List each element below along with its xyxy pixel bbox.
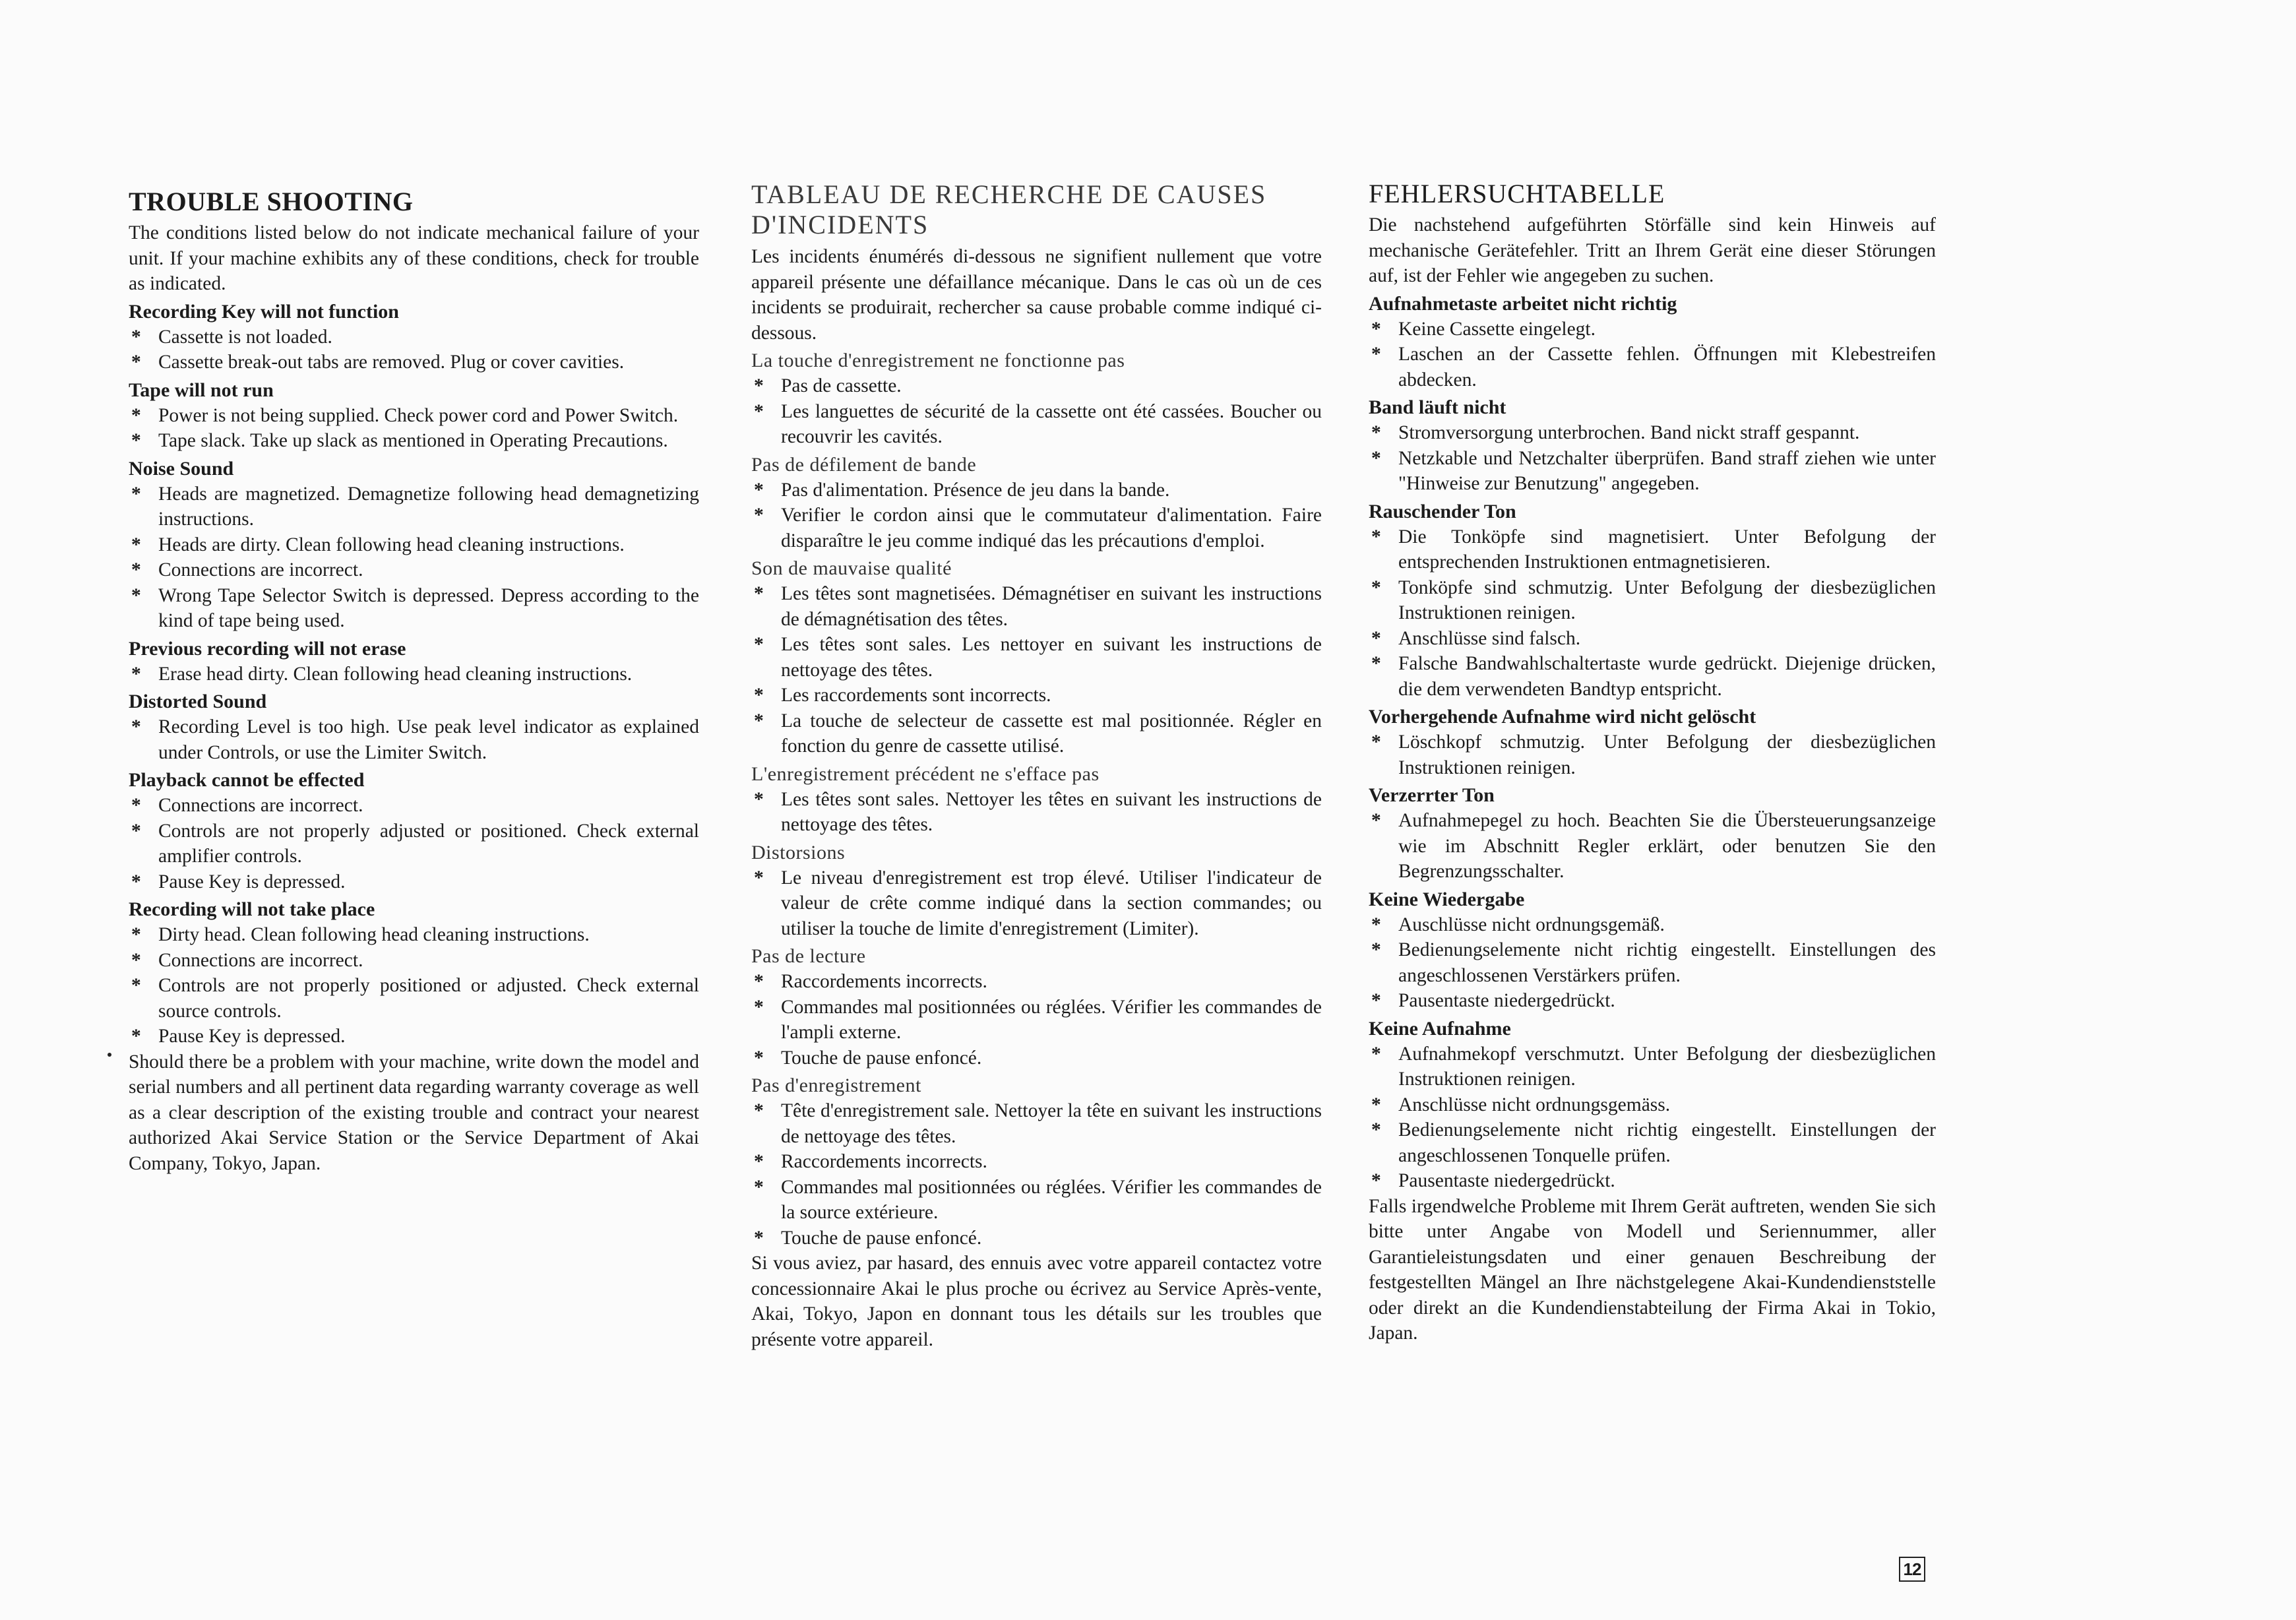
list-item <box>129 1024 699 1049</box>
list-item-text: Commandes mal positionnées ou réglées. Vérifier les commandes de la source extérieure. <box>781 1176 1322 1223</box>
bullet-asterisk-icon: * <box>754 996 764 1018</box>
bullet-asterisk-icon: * <box>1371 990 1381 1011</box>
list-item-text: Power is not being supplied. Check power cord and Power Switch. <box>158 404 679 426</box>
list-item-text: Connections are incorrect. <box>158 949 363 971</box>
list-item <box>751 581 1322 632</box>
intro-paragraph: The conditions listed below do not indicate mechanical failure of your unit. If your machine exhibits any of these conditions, check for trouble as indicated. <box>129 222 699 294</box>
list-item <box>751 969 1322 995</box>
bullet-asterisk-icon: * <box>131 534 141 555</box>
bullet-asterisk-icon: * <box>131 975 141 996</box>
page-number: 12 <box>1899 1557 1925 1582</box>
bullet-asterisk-icon: * <box>131 795 141 816</box>
section-heading: Recording Key will not function <box>129 300 399 323</box>
list-item-text: Aufnahmekopf verschmutzt. Unter Befolgung der diesbezüglichen Instruktionen reinigen. <box>1398 1043 1936 1090</box>
list-item <box>129 819 699 869</box>
bullet-asterisk-icon: * <box>131 949 141 971</box>
list-item-text: Pause Key is depressed. <box>158 871 346 892</box>
list-item <box>129 532 699 558</box>
list-item <box>129 973 699 1024</box>
list-item-text: Raccordements incorrects. <box>781 971 987 992</box>
list-item <box>129 948 699 974</box>
list-item-text: Die Tonköpfe sind magnetisiert. Unter Befolgung der entsprechenden Instruktionen entmagnetisieren. <box>1398 526 1936 573</box>
section-item-list <box>751 865 1322 942</box>
list-item <box>129 428 699 454</box>
list-item-text: Controls are not properly adjusted or positioned. Check external amplifier controls. <box>158 820 699 867</box>
list-item-text: Falsche Bandwahlschaltertaste wurde gedrückt. Diejenige drücken, die dem verwendeten Bandtyp entspricht. <box>1398 653 1936 700</box>
bullet-asterisk-icon: * <box>1371 318 1381 340</box>
bullet-asterisk-icon: * <box>1371 627 1381 649</box>
section-item-list <box>751 969 1322 1071</box>
list-item-text: Verifier le cordon ainsi que le commutateur d'alimentation. Faire disparaître le jeu comme indiqué das les précautions d'emploi. <box>781 505 1322 551</box>
bullet-asterisk-icon: * <box>131 663 141 685</box>
list-item <box>1369 1092 1936 1118</box>
section-heading: Distorted Sound <box>129 691 267 712</box>
bullet-asterisk-icon: * <box>1371 447 1381 469</box>
bullet-asterisk-icon: * <box>1371 732 1381 753</box>
section-heading: La touche d'enregistrement ne fonctionne pas <box>751 350 1125 371</box>
section-heading: Noise Sound <box>129 457 234 480</box>
bullet-asterisk-icon: * <box>754 634 764 655</box>
bullet-asterisk-icon: * <box>131 1026 141 1047</box>
bullet-asterisk-icon: * <box>754 685 764 706</box>
section-item-list <box>751 373 1322 450</box>
list-item-text: Le niveau d'enregistrement est trop élevé. Utiliser l'indicateur de valeur de crête comme indiqué dans la section commandes; ou utiliser la touche de limite d'enregistrement (Limiter). <box>781 867 1322 939</box>
section-item-list <box>1369 808 1936 885</box>
list-item <box>751 708 1322 759</box>
list-item <box>751 1149 1322 1175</box>
trouble-sections <box>751 348 1322 1251</box>
trouble-sections <box>1369 292 1936 1194</box>
section-heading: L'enregistrement précédent ne s'efface pas <box>751 763 1100 785</box>
bullet-asterisk-icon: * <box>754 583 764 604</box>
list-item <box>1369 446 1936 497</box>
list-item-text: Recording Level is too high. Use peak level indicator as explained under Controls, or use the Limiter Switch. <box>158 716 699 763</box>
section-heading: Keine Wiedergabe <box>1369 888 1525 910</box>
bullet-asterisk-icon: * <box>754 479 764 501</box>
bullet-asterisk-icon: * <box>1371 1094 1381 1115</box>
section-item-list <box>129 922 699 1049</box>
list-item-text: Cassette is not loaded. <box>158 326 332 348</box>
list-item-text: Keine Cassette eingelegt. <box>1398 318 1596 340</box>
section-item-list <box>129 793 699 894</box>
list-item-text: Heads are dirty. Clean following head cleaning instructions. <box>158 534 625 555</box>
list-item <box>751 865 1322 942</box>
list-item <box>751 632 1322 683</box>
section-item-list <box>129 482 699 634</box>
section-item-list <box>1369 912 1936 1014</box>
section-heading: Playback cannot be effected <box>129 769 365 791</box>
list-item <box>129 793 699 819</box>
section-item-list <box>1369 317 1936 393</box>
bullet-asterisk-icon: * <box>131 326 141 348</box>
bullet-asterisk-icon: * <box>131 820 141 842</box>
list-item <box>129 583 699 634</box>
section-heading: Rauschender Ton <box>1369 500 1516 522</box>
bullet-asterisk-icon: * <box>131 483 141 505</box>
list-item <box>129 869 699 895</box>
bullet-asterisk-icon: * <box>131 404 141 426</box>
section-item-list <box>751 478 1322 554</box>
section-heading: Band läuft nicht <box>1369 396 1506 418</box>
bullet-asterisk-icon: * <box>131 716 141 737</box>
section-heading: Distorsions <box>751 841 846 863</box>
section-heading: Previous recording will not erase <box>129 637 406 660</box>
list-item-text: Tonköpfe sind schmutzig. Unter Befolgung der diesbezüglichen Instruktionen reinigen. <box>1398 576 1936 623</box>
list-item-text: Tape slack. Take up slack as mentioned in Operating Precautions. <box>158 430 668 451</box>
list-item-text: Cassette break-out tabs are removed. Plug or cover cavities. <box>158 352 625 373</box>
list-item-text: Anschlüsse sind falsch. <box>1398 627 1581 649</box>
closing-paragraph: Si vous aviez, par hasard, des ennuis avec votre appareil contactez votre concessionnaire Akai le plus proche ou écrivez au Service Après-vente, Akai, Tokyo, Japon en donnant tous les détails sur les troubles que présente votre appareil. <box>751 1253 1322 1350</box>
list-item <box>1369 988 1936 1014</box>
section-item-list <box>129 325 699 375</box>
column-title: TABLEAU DE RECHERCHE DE CAUSES D'INCIDENTS <box>751 179 1267 239</box>
bullet-asterisk-icon: * <box>754 1176 764 1198</box>
list-item-text: Dirty head. Clean following head cleaning instructions. <box>158 924 590 945</box>
list-item <box>129 350 699 375</box>
list-item-text: Commandes mal positionnées ou réglées. Vérifier les commandes de l'ampli externe. <box>781 996 1322 1043</box>
section-heading: Pas de défilement de bande <box>751 453 977 476</box>
list-item-text: Pas de cassette. <box>781 375 902 396</box>
list-item-text: Pausentaste niedergedrückt. <box>1398 1170 1615 1191</box>
list-item <box>751 399 1322 450</box>
bullet-asterisk-icon: * <box>754 788 764 810</box>
list-item <box>751 478 1322 503</box>
section-heading: Son de mauvaise qualité <box>751 557 952 579</box>
list-item-text: Tête d'enregistrement sale. Nettoyer la tête en suivant les instructions de nettoyage des têtes. <box>781 1100 1322 1147</box>
list-item <box>129 922 699 948</box>
list-item-text: Touche de pause enfoncé. <box>781 1047 982 1069</box>
list-item-text: Les têtes sont sales. Nettoyer les têtes en suivant les instructions de nettoyage des têtes. <box>781 788 1322 835</box>
bullet-asterisk-icon: * <box>131 559 141 580</box>
list-item <box>1369 317 1936 342</box>
section-item-list <box>751 1098 1322 1251</box>
list-item-text: Laschen an der Cassette fehlen. Öffnungen mit Klebestreifen abdecken. <box>1398 344 1936 390</box>
bullet-asterisk-icon: * <box>131 871 141 892</box>
bullet-asterisk-icon: * <box>1371 914 1381 935</box>
section-heading: Recording will not take place <box>129 898 375 920</box>
list-item <box>751 373 1322 399</box>
bullet-asterisk-icon: * <box>754 710 764 732</box>
list-item <box>751 503 1322 553</box>
list-item <box>1369 420 1936 446</box>
list-item-text: Connections are incorrect. <box>158 559 363 580</box>
list-item <box>751 1045 1322 1071</box>
column-german <box>1369 179 1936 1346</box>
section-heading: Tape will not run <box>129 379 274 401</box>
list-item-text: Auschlüsse nicht ordnungsgemäß. <box>1398 914 1665 935</box>
bullet-asterisk-icon: * <box>1371 1170 1381 1191</box>
list-item <box>1369 651 1936 702</box>
list-item <box>129 403 699 429</box>
list-item-text: Pausentaste niedergedrückt. <box>1398 990 1615 1011</box>
bullet-asterisk-icon: * <box>1371 422 1381 443</box>
bullet-asterisk-icon: * <box>1371 939 1381 960</box>
list-item <box>1369 626 1936 652</box>
list-item-text: Netzkable und Netzchalter überprüfen. Band straff ziehen wie unter "Hinweise zur Benutzung" angegeben. <box>1398 447 1936 494</box>
list-item-text: Les languettes de sécurité de la cassette ont été cassées. Boucher ou recouvrir les cavités. <box>781 400 1322 447</box>
list-item-text: Erase head dirty. Clean following head cleaning instructions. <box>158 663 633 685</box>
section-heading: Vorhergehende Aufnahme wird nicht gelöscht <box>1369 706 1756 728</box>
list-item-text: Pause Key is depressed. <box>158 1026 346 1047</box>
list-item-text: Les têtes sont sales. Les nettoyer en suivant les instructions de nettoyage des têtes. <box>781 634 1322 681</box>
list-item-text: Wrong Tape Selector Switch is depressed. Depress according to the kind of tape being used. <box>158 584 699 631</box>
bullet-asterisk-icon: * <box>1371 1043 1381 1065</box>
closing-paragraph: Should there be a problem with your machine, write down the model and serial numbers and all pertinent data regarding warranty coverage as well as a clear description of the existing trouble and contract your nearest authorized Akai Service Station or the Service Department of Akai Company, Tokyo, Japan. <box>129 1051 699 1174</box>
bullet-asterisk-icon: * <box>754 505 764 526</box>
bullet-asterisk-icon: * <box>754 1047 764 1069</box>
section-item-list <box>751 581 1322 759</box>
margin-mark <box>108 1053 111 1057</box>
column-french <box>751 179 1322 1352</box>
list-item-text: Connections are incorrect. <box>158 795 363 816</box>
list-item-text: Bedienungselemente nicht richtig eingestellt. Einstellungen der angeschlossenen Tonquelle prüfen. <box>1398 1119 1936 1166</box>
list-item-text: Les têtes sont magnetisées. Démagnétiser en suivant les instructions de démagnétisation des têtes. <box>781 583 1322 630</box>
list-item <box>129 662 699 687</box>
bullet-asterisk-icon: * <box>754 971 764 992</box>
list-item <box>751 1175 1322 1226</box>
bullet-asterisk-icon: * <box>754 400 764 422</box>
section-item-list <box>1369 524 1936 702</box>
list-item <box>1369 912 1936 938</box>
list-item-text: Touche de pause enfoncé. <box>781 1227 982 1249</box>
column-title: TROUBLE SHOOTING <box>129 187 414 216</box>
bullet-asterisk-icon: * <box>754 1151 764 1172</box>
list-item <box>1369 937 1936 988</box>
bullet-asterisk-icon: * <box>1371 653 1381 674</box>
closing-paragraph: Falls irgendwelche Probleme mit Ihrem Gerät auftreten, wenden Sie sich bitte unter Angabe von Modell und Seriennummer, aller Garantieleistungsdaten und einer genauen Beschreibung der festgestellten Mängel an Ihre nächstgelegene Akai-Kundendienststelle oder direkt an die Kundendienstabteilung der Firma Akai in Tokio, Japan. <box>1369 1195 1936 1344</box>
section-heading: Verzerrter Ton <box>1369 784 1495 806</box>
list-item-text: Pas d'alimentation. Présence de jeu dans la bande. <box>781 479 1170 501</box>
list-item <box>751 683 1322 708</box>
bullet-asterisk-icon: * <box>131 584 141 606</box>
section-heading: Pas d'enregistrement <box>751 1075 921 1096</box>
bullet-asterisk-icon: * <box>754 1100 764 1121</box>
list-item-text: La touche de selecteur de cassette est mal positionnée. Régler en fonction du genre de cassette utilisé. <box>781 710 1322 757</box>
bullet-asterisk-icon: * <box>1371 810 1381 831</box>
intro-paragraph: Die nachstehend aufgeführten Störfälle sind kein Hinweis auf mechanische Gerätefehler. Tritt an Ihrem Gerät eine dieser Störungen auf, ist der Fehler wie angegeben zu suchen. <box>1369 214 1936 286</box>
section-item-list <box>1369 420 1936 497</box>
list-item <box>129 557 699 583</box>
list-item <box>1369 575 1936 626</box>
bullet-asterisk-icon: * <box>1371 344 1381 365</box>
list-item-text: Controls are not properly positioned or adjusted. Check external source controls. <box>158 975 699 1022</box>
column-english <box>129 179 699 1176</box>
list-item <box>751 787 1322 838</box>
section-item-list <box>129 403 699 454</box>
list-item-text: Bedienungselemente nicht richtig eingestellt. Einstellungen des angeschlossenen Verstärkers prüfen. <box>1398 939 1936 986</box>
list-item-text: Heads are magnetized. Demagnetize following head demagnetizing instructions. <box>158 483 699 530</box>
bullet-asterisk-icon: * <box>131 924 141 945</box>
section-item-list <box>1369 1042 1936 1194</box>
list-item-text: Löschkopf schmutzig. Unter Befolgung der diesbezüglichen Instruktionen reinigen. <box>1398 732 1936 778</box>
list-item-text: Aufnahmepegel zu hoch. Beachten Sie die Übersteuerungsanzeige wie im Abschnitt Regler erklärt, oder benutzen Sie den Begrenzungsschalter. <box>1398 810 1936 882</box>
list-item-text: Anschlüsse nicht ordnungsgemäss. <box>1398 1094 1671 1115</box>
list-item <box>751 995 1322 1045</box>
list-item <box>1369 524 1936 575</box>
list-item <box>751 1098 1322 1149</box>
list-item <box>129 714 699 765</box>
list-item <box>751 1226 1322 1251</box>
section-item-list <box>129 714 699 765</box>
bullet-asterisk-icon: * <box>1371 1119 1381 1140</box>
section-heading: Keine Aufnahme <box>1369 1017 1511 1040</box>
bullet-asterisk-icon: * <box>1371 526 1381 547</box>
list-item <box>129 325 699 350</box>
scan-artifacts <box>0 0 264 5</box>
list-item <box>129 482 699 532</box>
bullet-asterisk-icon: * <box>754 375 764 396</box>
bullet-asterisk-icon: * <box>754 1227 764 1249</box>
list-item-text: Les raccordements sont incorrects. <box>781 685 1051 706</box>
bullet-asterisk-icon: * <box>131 352 141 373</box>
intro-paragraph: Les incidents énumérés di-dessous ne signifient nullement que votre appareil présente une défaillance mécanique. Dans le cas où un de ces incidents se produirait, rechercher sa cause probable comme indiqué ci-dessous. <box>751 246 1322 344</box>
bullet-asterisk-icon: * <box>754 867 764 888</box>
section-heading: Pas de lecture <box>751 945 866 967</box>
section-item-list <box>129 662 699 687</box>
column-title: FEHLERSUCHTABELLE <box>1369 179 1665 208</box>
section-heading: Aufnahmetaste arbeitet nicht richtig <box>1369 292 1677 315</box>
section-item-list <box>1369 730 1936 780</box>
list-item <box>1369 1168 1936 1194</box>
list-item <box>1369 1117 1936 1168</box>
list-item-text: Stromversorgung unterbrochen. Band nickt straff gespannt. <box>1398 422 1860 443</box>
list-item <box>1369 808 1936 885</box>
list-item <box>1369 730 1936 780</box>
list-item-text: Raccordements incorrects. <box>781 1151 987 1172</box>
list-item <box>1369 1042 1936 1092</box>
trouble-sections <box>129 299 699 1049</box>
bullet-asterisk-icon: * <box>1371 576 1381 598</box>
bullet-asterisk-icon: * <box>131 430 141 451</box>
list-item <box>1369 342 1936 392</box>
section-item-list <box>751 787 1322 838</box>
